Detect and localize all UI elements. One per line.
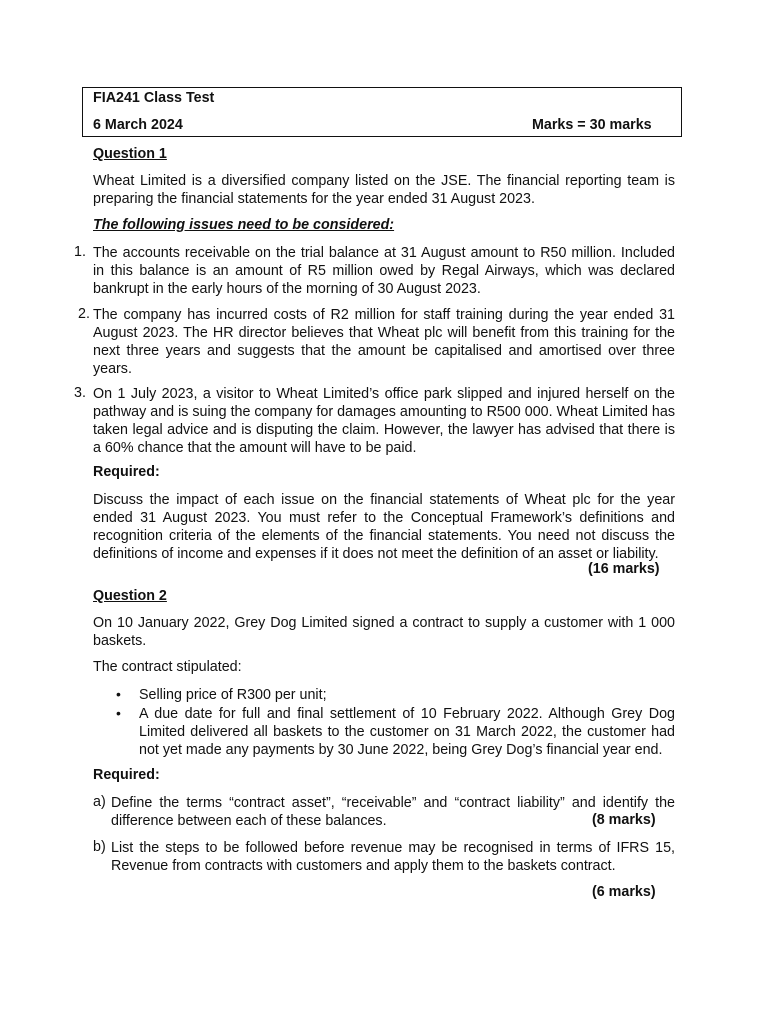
issues-heading: The following issues need to be considered: <box>93 217 395 233</box>
q1-marks: (16 marks) <box>588 561 660 577</box>
issue-3-text: On 1 July 2023, a visitor to Wheat Limited’s office park slipped and injured herself on the pathway and is suing the company for damages amounting to R500 000. Wheat Limited has taken legal advice and is disputing the claim. However, the lawyer has advised that there is a 60% chance that the amount will have to be paid. <box>93 386 675 456</box>
part-a-label: a) <box>93 794 106 810</box>
test-date: 6 March 2024 <box>93 117 183 133</box>
question-1-intro: Wheat Limited is a diversified company listed on the JSE. The financial reporting team is preparing the financial statements for the year ended 31 August 2023. <box>93 173 675 207</box>
question-2-heading: Question 2 <box>93 588 167 604</box>
issue-1-text: The accounts receivable on the trial balance at 31 August amount to R50 million. Included in this balance is an amount of R5 million owed by Regal Airways, which was declared bankrupt in the early hours of the morning of 30 August 2023. <box>93 245 675 297</box>
q1-required-label: Required: <box>93 464 160 480</box>
test-title: FIA241 Class Test <box>93 90 215 106</box>
issue-1-number: 1. <box>74 244 86 260</box>
part-a-text: Define the terms “contract asset”, “receivable” and “contract liability” and identify the difference between each of these balances. <box>111 795 675 829</box>
part-b-text: List the steps to be followed before revenue may be recognised in terms of IFRS 15, Revenue from contracts with customers and apply them to the baskets contract. <box>111 840 675 874</box>
bullet-icon: • <box>116 686 121 702</box>
question-2-intro: On 10 January 2022, Grey Dog Limited signed a contract to supply a customer with 1 000 baskets. <box>93 615 675 649</box>
contract-stipulated: The contract stipulated: <box>93 659 242 675</box>
part-b-marks: (6 marks) <box>592 884 656 900</box>
bullet-1-text: Selling price of R300 per unit; <box>139 687 327 703</box>
part-a-marks: (8 marks) <box>592 812 656 828</box>
bullet-icon: • <box>116 705 121 721</box>
q1-required-text: Discuss the impact of each issue on the financial statements of Wheat plc for the year ended 31 August 2023. You must refer to the Conceptual Framework’s definitions and recognition criteria of the elements of the financial statements. You need not discuss the definitions of income and expenses if it does not meet the definition of an asset or liability. <box>93 492 675 562</box>
bullet-2-text: A due date for full and final settlement of 10 February 2022. Although Grey Dog Limited delivered all baskets to the customer on 31 March 2022, the customer had not yet made any payments by 30 June 2022, being Grey Dog’s financial year end. <box>139 706 675 758</box>
issue-2-number: 2. <box>78 306 90 322</box>
header-box <box>82 87 682 137</box>
question-1-heading: Question 1 <box>93 146 167 162</box>
issue-3-number: 3. <box>74 385 86 401</box>
total-marks: Marks = 30 marks <box>532 117 652 133</box>
part-b-label: b) <box>93 839 106 855</box>
q2-required-label: Required: <box>93 767 160 783</box>
issue-2-text: The company has incurred costs of R2 million for staff training during the year ended 31 August 2023. The HR director believes that Wheat plc will benefit from this training for the next three years and suggests that the amount be capitalised and amortised over three years. <box>93 307 675 377</box>
